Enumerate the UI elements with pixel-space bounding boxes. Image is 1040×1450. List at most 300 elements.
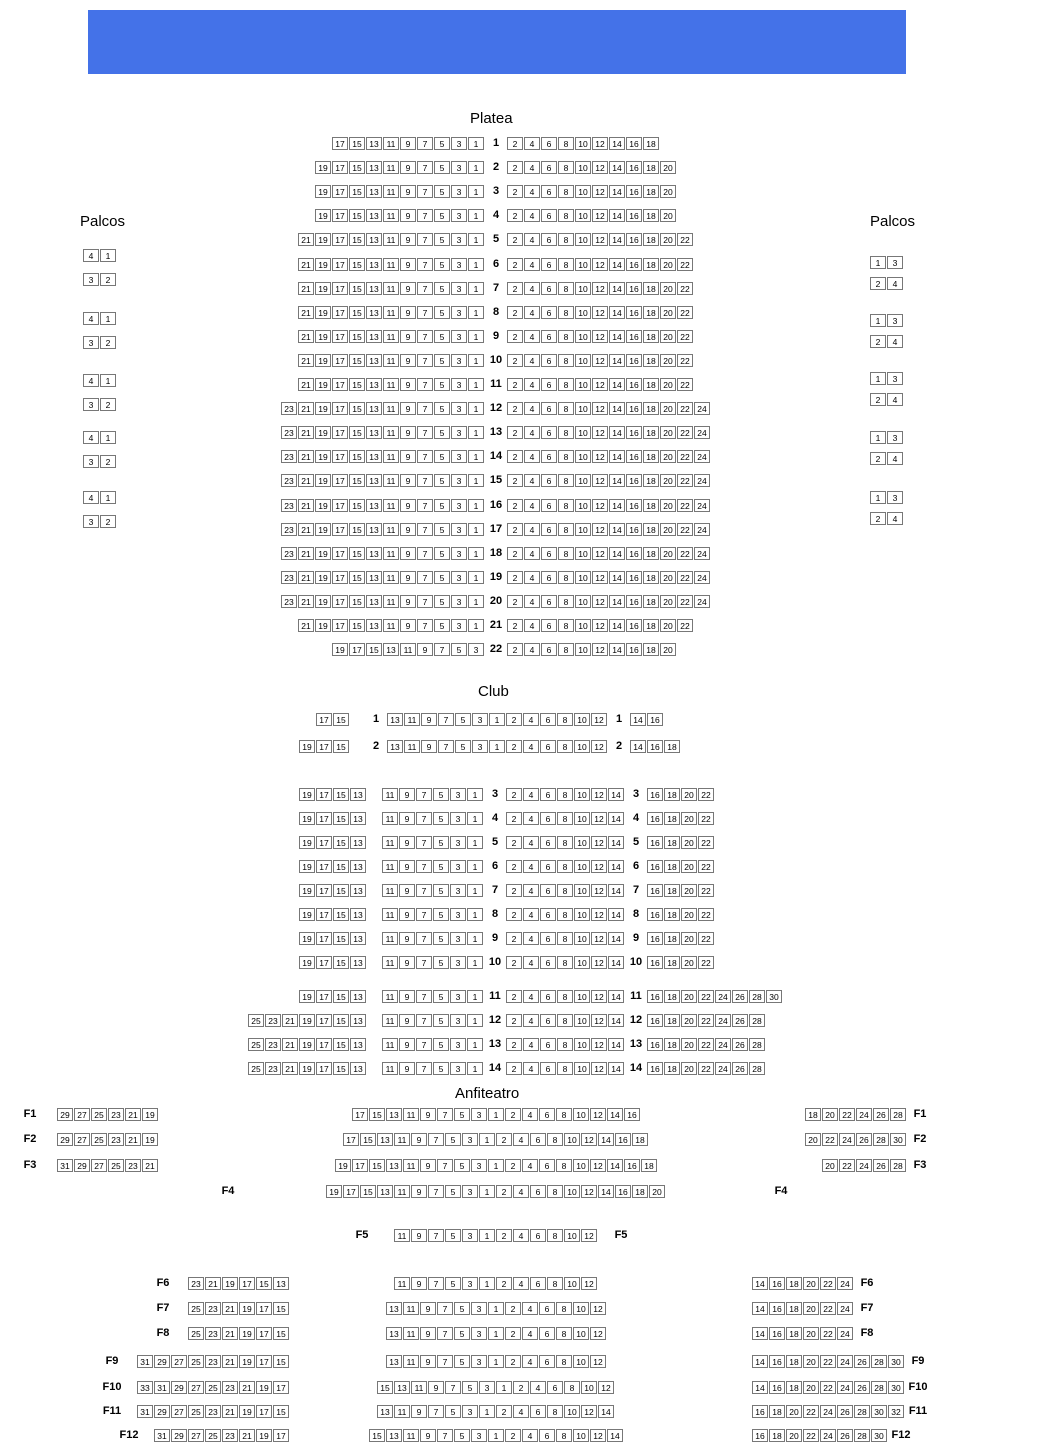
- anfiteatro-seat[interactable]: 17: [256, 1405, 272, 1418]
- platea-seat[interactable]: 21: [298, 426, 314, 439]
- club-seat[interactable]: 19: [299, 932, 315, 945]
- platea-seat[interactable]: 14: [609, 258, 625, 271]
- club-seat[interactable]: 4: [523, 788, 539, 801]
- platea-seat[interactable]: 3: [451, 571, 467, 584]
- anfiteatro-seat[interactable]: 24: [820, 1429, 836, 1442]
- platea-seat[interactable]: 18: [643, 426, 659, 439]
- platea-seat[interactable]: 19: [315, 474, 331, 487]
- platea-seat[interactable]: 8: [558, 619, 574, 632]
- platea-seat[interactable]: 15: [349, 306, 365, 319]
- anfiteatro-seat[interactable]: 4: [522, 1429, 538, 1442]
- anfiteatro-seat[interactable]: 13: [386, 1355, 402, 1368]
- platea-seat[interactable]: 11: [383, 595, 399, 608]
- platea-seat[interactable]: 15: [349, 354, 365, 367]
- anfiteatro-seat[interactable]: 15: [360, 1185, 376, 1198]
- club-seat[interactable]: 8: [557, 956, 573, 969]
- platea-seat[interactable]: 17: [332, 354, 348, 367]
- platea-seat[interactable]: 16: [626, 643, 642, 656]
- anfiteatro-seat[interactable]: 26: [873, 1108, 889, 1121]
- anfiteatro-seat[interactable]: 26: [837, 1429, 853, 1442]
- anfiteatro-seat[interactable]: 8: [556, 1355, 572, 1368]
- club-seat[interactable]: 22: [698, 1038, 714, 1051]
- platea-seat[interactable]: 13: [366, 595, 382, 608]
- anfiteatro-seat[interactable]: 5: [454, 1429, 470, 1442]
- anfiteatro-seat[interactable]: 25: [188, 1355, 204, 1368]
- club-seat[interactable]: 24: [715, 1062, 731, 1075]
- anfiteatro-seat[interactable]: 2: [496, 1133, 512, 1146]
- platea-seat[interactable]: 10: [575, 547, 591, 560]
- platea-seat[interactable]: 1: [468, 523, 484, 536]
- platea-seat[interactable]: 22: [677, 306, 693, 319]
- platea-seat[interactable]: 14: [609, 354, 625, 367]
- anfiteatro-seat[interactable]: 23: [205, 1405, 221, 1418]
- platea-seat[interactable]: 11: [383, 450, 399, 463]
- platea-seat[interactable]: 8: [558, 161, 574, 174]
- anfiteatro-seat[interactable]: 17: [256, 1327, 272, 1340]
- platea-seat[interactable]: 18: [643, 499, 659, 512]
- platea-seat[interactable]: 2: [507, 233, 523, 246]
- anfiteatro-seat[interactable]: 25: [108, 1159, 124, 1172]
- platea-seat[interactable]: 9: [400, 209, 416, 222]
- palco-seat[interactable]: 3: [887, 491, 903, 504]
- club-seat[interactable]: 10: [574, 956, 590, 969]
- platea-seat[interactable]: 9: [400, 378, 416, 391]
- platea-seat[interactable]: 9: [400, 499, 416, 512]
- platea-seat[interactable]: 7: [417, 378, 433, 391]
- anfiteatro-seat[interactable]: 24: [820, 1405, 836, 1418]
- club-seat[interactable]: 17: [316, 1062, 332, 1075]
- anfiteatro-seat[interactable]: 29: [171, 1429, 187, 1442]
- anfiteatro-seat[interactable]: 7: [428, 1229, 444, 1242]
- anfiteatro-seat[interactable]: 12: [581, 1405, 597, 1418]
- anfiteatro-seat[interactable]: 6: [530, 1277, 546, 1290]
- platea-seat[interactable]: 10: [575, 499, 591, 512]
- platea-seat[interactable]: 4: [524, 378, 540, 391]
- anfiteatro-seat[interactable]: 4: [513, 1185, 529, 1198]
- anfiteatro-seat[interactable]: 18: [632, 1185, 648, 1198]
- platea-seat[interactable]: 10: [575, 426, 591, 439]
- club-seat[interactable]: 15: [333, 956, 349, 969]
- club-seat[interactable]: 10: [574, 932, 590, 945]
- platea-seat[interactable]: 13: [366, 474, 382, 487]
- club-seat[interactable]: 17: [316, 860, 332, 873]
- club-seat[interactable]: 16: [647, 908, 663, 921]
- platea-seat[interactable]: 18: [643, 571, 659, 584]
- platea-seat[interactable]: 2: [507, 137, 523, 150]
- platea-seat[interactable]: 1: [468, 474, 484, 487]
- anfiteatro-seat[interactable]: 22: [822, 1133, 838, 1146]
- anfiteatro-seat[interactable]: 11: [394, 1133, 410, 1146]
- platea-seat[interactable]: 6: [541, 185, 557, 198]
- club-seat[interactable]: 2: [506, 908, 522, 921]
- club-seat[interactable]: 11: [382, 788, 398, 801]
- platea-seat[interactable]: 9: [400, 450, 416, 463]
- club-seat[interactable]: 4: [523, 1014, 539, 1027]
- club-seat[interactable]: 8: [557, 836, 573, 849]
- anfiteatro-seat[interactable]: 10: [573, 1429, 589, 1442]
- club-seat[interactable]: 20: [681, 990, 697, 1003]
- anfiteatro-seat[interactable]: 24: [837, 1327, 853, 1340]
- platea-seat[interactable]: 18: [643, 306, 659, 319]
- platea-seat[interactable]: 8: [558, 354, 574, 367]
- anfiteatro-seat[interactable]: 28: [854, 1429, 870, 1442]
- anfiteatro-seat[interactable]: 26: [854, 1355, 870, 1368]
- platea-seat[interactable]: 16: [626, 547, 642, 560]
- club-seat[interactable]: 9: [399, 1014, 415, 1027]
- club-seat[interactable]: 20: [681, 1014, 697, 1027]
- palco-seat[interactable]: 4: [83, 312, 99, 325]
- anfiteatro-seat[interactable]: 9: [420, 1327, 436, 1340]
- palco-seat[interactable]: 3: [83, 398, 99, 411]
- platea-seat[interactable]: 20: [660, 643, 676, 656]
- platea-seat[interactable]: 4: [524, 306, 540, 319]
- anfiteatro-seat[interactable]: 12: [590, 1159, 606, 1172]
- platea-seat[interactable]: 8: [558, 209, 574, 222]
- platea-seat[interactable]: 19: [315, 619, 331, 632]
- platea-seat[interactable]: 2: [507, 402, 523, 415]
- platea-seat[interactable]: 6: [541, 330, 557, 343]
- club-seat[interactable]: 6: [540, 932, 556, 945]
- club-seat[interactable]: 17: [316, 788, 332, 801]
- club-seat[interactable]: 6: [540, 1014, 556, 1027]
- club-seat[interactable]: 20: [681, 860, 697, 873]
- anfiteatro-seat[interactable]: 10: [564, 1133, 580, 1146]
- anfiteatro-seat[interactable]: 20: [822, 1159, 838, 1172]
- club-seat[interactable]: 18: [664, 836, 680, 849]
- platea-seat[interactable]: 7: [417, 547, 433, 560]
- platea-seat[interactable]: 20: [660, 499, 676, 512]
- anfiteatro-seat[interactable]: 14: [598, 1185, 614, 1198]
- platea-seat[interactable]: 3: [468, 643, 484, 656]
- platea-seat[interactable]: 1: [468, 595, 484, 608]
- club-seat[interactable]: 20: [681, 788, 697, 801]
- anfiteatro-seat[interactable]: 22: [820, 1381, 836, 1394]
- platea-seat[interactable]: 14: [609, 402, 625, 415]
- palco-seat[interactable]: 1: [100, 374, 116, 387]
- anfiteatro-seat[interactable]: 19: [239, 1302, 255, 1315]
- club-seat[interactable]: 28: [749, 1014, 765, 1027]
- club-seat[interactable]: 3: [472, 713, 488, 726]
- platea-seat[interactable]: 21: [298, 571, 314, 584]
- anfiteatro-seat[interactable]: 4: [513, 1405, 529, 1418]
- platea-seat[interactable]: 16: [626, 137, 642, 150]
- platea-seat[interactable]: 20: [660, 450, 676, 463]
- anfiteatro-seat[interactable]: 14: [598, 1133, 614, 1146]
- club-seat[interactable]: 22: [698, 908, 714, 921]
- club-seat[interactable]: 7: [416, 908, 432, 921]
- anfiteatro-seat[interactable]: 10: [573, 1159, 589, 1172]
- club-seat[interactable]: 16: [647, 884, 663, 897]
- anfiteatro-seat[interactable]: 1: [479, 1229, 495, 1242]
- platea-seat[interactable]: 5: [434, 161, 450, 174]
- platea-seat[interactable]: 19: [332, 643, 348, 656]
- platea-seat[interactable]: 14: [609, 499, 625, 512]
- club-seat[interactable]: 11: [404, 740, 420, 753]
- anfiteatro-seat[interactable]: 21: [222, 1327, 238, 1340]
- club-seat[interactable]: 4: [523, 1062, 539, 1075]
- platea-seat[interactable]: 20: [660, 185, 676, 198]
- anfiteatro-seat[interactable]: 5: [454, 1327, 470, 1340]
- club-seat[interactable]: 3: [450, 956, 466, 969]
- anfiteatro-seat[interactable]: 4: [522, 1327, 538, 1340]
- club-seat[interactable]: 9: [399, 836, 415, 849]
- anfiteatro-seat[interactable]: 30: [888, 1381, 904, 1394]
- club-seat[interactable]: 23: [265, 1038, 281, 1051]
- platea-seat[interactable]: 1: [468, 282, 484, 295]
- club-seat[interactable]: 12: [591, 990, 607, 1003]
- platea-seat[interactable]: 19: [315, 185, 331, 198]
- anfiteatro-seat[interactable]: 24: [856, 1108, 872, 1121]
- platea-seat[interactable]: 13: [366, 426, 382, 439]
- platea-seat[interactable]: 1: [468, 137, 484, 150]
- platea-seat[interactable]: 12: [592, 595, 608, 608]
- platea-seat[interactable]: 21: [298, 354, 314, 367]
- palco-seat[interactable]: 1: [100, 312, 116, 325]
- anfiteatro-seat[interactable]: 3: [471, 1355, 487, 1368]
- platea-seat[interactable]: 13: [366, 306, 382, 319]
- platea-seat[interactable]: 12: [592, 378, 608, 391]
- platea-seat[interactable]: 7: [417, 233, 433, 246]
- platea-seat[interactable]: 12: [592, 137, 608, 150]
- anfiteatro-seat[interactable]: 2: [505, 1159, 521, 1172]
- platea-seat[interactable]: 20: [660, 523, 676, 536]
- platea-seat[interactable]: 24: [694, 499, 710, 512]
- platea-seat[interactable]: 5: [434, 402, 450, 415]
- platea-seat[interactable]: 22: [677, 499, 693, 512]
- platea-seat[interactable]: 21: [298, 402, 314, 415]
- club-seat[interactable]: 30: [766, 990, 782, 1003]
- club-seat[interactable]: 15: [333, 908, 349, 921]
- anfiteatro-seat[interactable]: 30: [888, 1355, 904, 1368]
- platea-seat[interactable]: 4: [524, 523, 540, 536]
- platea-seat[interactable]: 17: [332, 402, 348, 415]
- platea-seat[interactable]: 16: [626, 282, 642, 295]
- platea-seat[interactable]: 15: [349, 450, 365, 463]
- club-seat[interactable]: 17: [316, 1038, 332, 1051]
- anfiteatro-seat[interactable]: 15: [273, 1355, 289, 1368]
- club-seat[interactable]: 3: [450, 836, 466, 849]
- club-seat[interactable]: 5: [433, 812, 449, 825]
- palco-seat[interactable]: 4: [83, 431, 99, 444]
- platea-seat[interactable]: 7: [417, 209, 433, 222]
- platea-seat[interactable]: 7: [417, 499, 433, 512]
- platea-seat[interactable]: 14: [609, 209, 625, 222]
- platea-seat[interactable]: 12: [592, 450, 608, 463]
- platea-seat[interactable]: 9: [417, 643, 433, 656]
- club-seat[interactable]: 4: [523, 812, 539, 825]
- anfiteatro-seat[interactable]: 2: [496, 1405, 512, 1418]
- club-seat[interactable]: 25: [248, 1062, 264, 1075]
- platea-seat[interactable]: 5: [434, 233, 450, 246]
- platea-seat[interactable]: 20: [660, 282, 676, 295]
- platea-seat[interactable]: 11: [383, 571, 399, 584]
- platea-seat[interactable]: 11: [383, 306, 399, 319]
- anfiteatro-seat[interactable]: 8: [564, 1381, 580, 1394]
- club-seat[interactable]: 22: [698, 812, 714, 825]
- platea-seat[interactable]: 2: [507, 306, 523, 319]
- platea-seat[interactable]: 16: [626, 209, 642, 222]
- platea-seat[interactable]: 8: [558, 258, 574, 271]
- anfiteatro-seat[interactable]: 23: [205, 1355, 221, 1368]
- platea-seat[interactable]: 4: [524, 402, 540, 415]
- anfiteatro-seat[interactable]: 6: [539, 1429, 555, 1442]
- club-seat[interactable]: 2: [506, 740, 522, 753]
- anfiteatro-seat[interactable]: 29: [57, 1108, 73, 1121]
- palco-seat[interactable]: 2: [870, 452, 886, 465]
- club-seat[interactable]: 14: [608, 956, 624, 969]
- club-seat[interactable]: 10: [574, 713, 590, 726]
- anfiteatro-seat[interactable]: 18: [641, 1159, 657, 1172]
- platea-seat[interactable]: 10: [575, 258, 591, 271]
- club-seat[interactable]: 5: [433, 1038, 449, 1051]
- anfiteatro-seat[interactable]: 25: [205, 1429, 221, 1442]
- club-seat[interactable]: 26: [732, 1014, 748, 1027]
- anfiteatro-seat[interactable]: 12: [590, 1108, 606, 1121]
- anfiteatro-seat[interactable]: 10: [564, 1277, 580, 1290]
- club-seat[interactable]: 3: [450, 1014, 466, 1027]
- anfiteatro-seat[interactable]: 31: [137, 1405, 153, 1418]
- anfiteatro-seat[interactable]: 6: [539, 1302, 555, 1315]
- platea-seat[interactable]: 8: [558, 547, 574, 560]
- anfiteatro-seat[interactable]: 11: [394, 1405, 410, 1418]
- platea-seat[interactable]: 3: [451, 233, 467, 246]
- platea-seat[interactable]: 9: [400, 233, 416, 246]
- anfiteatro-seat[interactable]: 5: [445, 1133, 461, 1146]
- anfiteatro-seat[interactable]: 4: [522, 1159, 538, 1172]
- anfiteatro-seat[interactable]: 12: [598, 1381, 614, 1394]
- anfiteatro-seat[interactable]: 11: [394, 1185, 410, 1198]
- club-seat[interactable]: 8: [557, 1014, 573, 1027]
- anfiteatro-seat[interactable]: 21: [125, 1108, 141, 1121]
- platea-seat[interactable]: 15: [349, 378, 365, 391]
- club-seat[interactable]: 15: [333, 860, 349, 873]
- anfiteatro-seat[interactable]: 5: [445, 1185, 461, 1198]
- club-seat[interactable]: 28: [749, 1038, 765, 1051]
- club-seat[interactable]: 21: [282, 1014, 298, 1027]
- anfiteatro-seat[interactable]: 16: [769, 1302, 785, 1315]
- club-seat[interactable]: 8: [557, 788, 573, 801]
- platea-seat[interactable]: 2: [507, 378, 523, 391]
- platea-seat[interactable]: 21: [298, 378, 314, 391]
- anfiteatro-seat[interactable]: 7: [437, 1355, 453, 1368]
- platea-seat[interactable]: 15: [349, 330, 365, 343]
- anfiteatro-seat[interactable]: 14: [607, 1108, 623, 1121]
- platea-seat[interactable]: 9: [400, 571, 416, 584]
- club-seat[interactable]: 8: [557, 740, 573, 753]
- platea-seat[interactable]: 15: [349, 402, 365, 415]
- club-seat[interactable]: 22: [698, 788, 714, 801]
- club-seat[interactable]: 18: [664, 860, 680, 873]
- platea-seat[interactable]: 19: [315, 209, 331, 222]
- anfiteatro-seat[interactable]: 5: [454, 1159, 470, 1172]
- club-seat[interactable]: 6: [540, 788, 556, 801]
- platea-seat[interactable]: 9: [400, 474, 416, 487]
- club-seat[interactable]: 4: [523, 860, 539, 873]
- club-seat[interactable]: 10: [574, 1062, 590, 1075]
- anfiteatro-seat[interactable]: 19: [142, 1108, 158, 1121]
- platea-seat[interactable]: 10: [575, 450, 591, 463]
- platea-seat[interactable]: 11: [383, 354, 399, 367]
- platea-seat[interactable]: 13: [383, 643, 399, 656]
- anfiteatro-seat[interactable]: 8: [547, 1405, 563, 1418]
- platea-seat[interactable]: 5: [434, 499, 450, 512]
- palco-seat[interactable]: 2: [100, 336, 116, 349]
- platea-seat[interactable]: 8: [558, 426, 574, 439]
- club-seat[interactable]: 9: [399, 932, 415, 945]
- palco-seat[interactable]: 3: [83, 515, 99, 528]
- anfiteatro-seat[interactable]: 16: [752, 1405, 768, 1418]
- platea-seat[interactable]: 21: [298, 595, 314, 608]
- platea-seat[interactable]: 18: [643, 523, 659, 536]
- platea-seat[interactable]: 11: [383, 402, 399, 415]
- platea-seat[interactable]: 20: [660, 258, 676, 271]
- platea-seat[interactable]: 13: [366, 209, 382, 222]
- club-seat[interactable]: 1: [467, 788, 483, 801]
- anfiteatro-seat[interactable]: 32: [888, 1405, 904, 1418]
- anfiteatro-seat[interactable]: 1: [488, 1108, 504, 1121]
- anfiteatro-seat[interactable]: 7: [428, 1405, 444, 1418]
- club-seat[interactable]: 2: [506, 884, 522, 897]
- anfiteatro-seat[interactable]: 12: [581, 1133, 597, 1146]
- anfiteatro-seat[interactable]: 10: [573, 1108, 589, 1121]
- platea-seat[interactable]: 17: [332, 161, 348, 174]
- club-seat[interactable]: 17: [316, 1014, 332, 1027]
- club-seat[interactable]: 19: [299, 740, 315, 753]
- platea-seat[interactable]: 19: [315, 426, 331, 439]
- platea-seat[interactable]: 3: [451, 619, 467, 632]
- club-seat[interactable]: 6: [540, 1062, 556, 1075]
- platea-seat[interactable]: 11: [383, 499, 399, 512]
- club-seat[interactable]: 3: [450, 1062, 466, 1075]
- platea-seat[interactable]: 7: [417, 402, 433, 415]
- club-seat[interactable]: 1: [467, 860, 483, 873]
- platea-seat[interactable]: 8: [558, 378, 574, 391]
- platea-seat[interactable]: 2: [507, 185, 523, 198]
- platea-seat[interactable]: 20: [660, 233, 676, 246]
- platea-seat[interactable]: 6: [541, 258, 557, 271]
- anfiteatro-seat[interactable]: 1: [479, 1133, 495, 1146]
- platea-seat[interactable]: 7: [417, 595, 433, 608]
- club-seat[interactable]: 1: [467, 908, 483, 921]
- club-seat[interactable]: 20: [681, 908, 697, 921]
- club-seat[interactable]: 18: [664, 932, 680, 945]
- palco-seat[interactable]: 3: [887, 372, 903, 385]
- club-seat[interactable]: 2: [506, 713, 522, 726]
- platea-seat[interactable]: 1: [468, 330, 484, 343]
- platea-seat[interactable]: 3: [451, 523, 467, 536]
- anfiteatro-seat[interactable]: 25: [205, 1381, 221, 1394]
- anfiteatro-seat[interactable]: 12: [590, 1429, 606, 1442]
- platea-seat[interactable]: 20: [660, 354, 676, 367]
- platea-seat[interactable]: 7: [417, 137, 433, 150]
- club-seat[interactable]: 16: [647, 1014, 663, 1027]
- platea-seat[interactable]: 2: [507, 595, 523, 608]
- anfiteatro-seat[interactable]: 9: [420, 1355, 436, 1368]
- platea-seat[interactable]: 5: [434, 523, 450, 536]
- club-seat[interactable]: 10: [574, 990, 590, 1003]
- platea-seat[interactable]: 5: [434, 330, 450, 343]
- platea-seat[interactable]: 13: [366, 330, 382, 343]
- anfiteatro-seat[interactable]: 2: [505, 1355, 521, 1368]
- platea-seat[interactable]: 16: [626, 378, 642, 391]
- club-seat[interactable]: 5: [433, 990, 449, 1003]
- anfiteatro-seat[interactable]: 19: [239, 1327, 255, 1340]
- anfiteatro-seat[interactable]: 13: [377, 1133, 393, 1146]
- anfiteatro-seat[interactable]: 27: [171, 1405, 187, 1418]
- anfiteatro-seat[interactable]: 11: [403, 1108, 419, 1121]
- platea-seat[interactable]: 12: [592, 185, 608, 198]
- club-seat[interactable]: 4: [523, 956, 539, 969]
